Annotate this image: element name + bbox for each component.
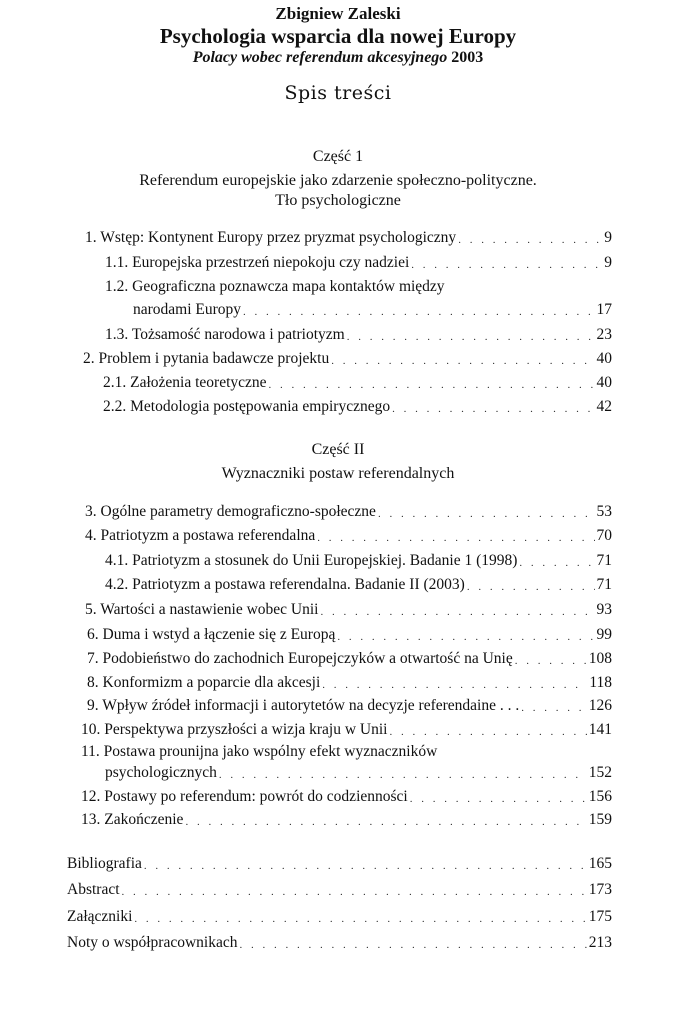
dot-leader xyxy=(239,937,586,953)
dot-leader xyxy=(347,329,595,345)
dot-leader xyxy=(144,858,587,874)
subtitle-text: Polacy wobec referendum akcesyjnego xyxy=(192,49,448,66)
entry-page: 118 xyxy=(589,674,612,691)
toc-entry-line[interactable]: 1.2. Geograficzna poznawcza mapa kontaktów między xyxy=(105,278,445,295)
toc-entry[interactable] xyxy=(83,349,612,369)
part2-label: Część II xyxy=(311,441,365,458)
entry-page: 17 xyxy=(596,301,612,318)
entry-text: 4.2. Patriotyzm a postawa referendalna. Badanie II (2003) xyxy=(105,576,465,593)
toc-entry[interactable] xyxy=(105,253,612,273)
toc-entry[interactable] xyxy=(87,673,612,693)
entry-text: 13. Zakończenie xyxy=(81,811,184,828)
dot-leader xyxy=(521,700,587,716)
dot-leader xyxy=(337,629,594,645)
entry-page: 9 xyxy=(604,229,612,246)
entry-text: 7. Podobieństwo do zachodnich Europejczyków a otwartość na Unię xyxy=(87,650,513,667)
entry-page: 141 xyxy=(588,721,612,738)
entry-page: 173 xyxy=(588,881,612,898)
dot-leader xyxy=(243,304,594,320)
entry-page: 165 xyxy=(588,855,612,872)
book-title: Psychologia wsparcia dla nowej Europy xyxy=(159,24,517,48)
entry-text: 1.3. Tożsamość narodowa i patriotyzm xyxy=(105,326,345,343)
dot-leader xyxy=(378,506,595,522)
toc-entry[interactable] xyxy=(85,526,612,546)
entry-page: 108 xyxy=(588,650,612,667)
entry-page: 156 xyxy=(588,788,612,805)
entry-text: 12. Postawy po referendum: powrót do codzienności xyxy=(81,788,408,805)
entry-page: 40 xyxy=(596,350,612,367)
entry-text: psychologicznych xyxy=(105,764,217,781)
entry-text: 3. Ogólne parametry demograficzno-społeczne xyxy=(85,503,376,520)
dot-leader xyxy=(185,814,586,830)
entry-text: Noty o współpracownikach xyxy=(67,934,238,951)
toc-entry[interactable] xyxy=(103,373,612,393)
toc-entry[interactable] xyxy=(105,575,612,595)
subtitle-year: 2003 xyxy=(451,49,484,66)
toc-entry[interactable] xyxy=(85,502,612,522)
entry-text: Załączniki xyxy=(67,908,133,925)
toc-entry[interactable] xyxy=(67,880,612,900)
entry-page: 213 xyxy=(588,934,612,951)
entry-text: narodami Europy xyxy=(133,301,242,318)
entry-page: 42 xyxy=(596,398,612,415)
entry-page: 126 xyxy=(588,697,612,714)
book-subtitle xyxy=(0,48,676,67)
entry-text: 1. Wstęp: Kontynent Europy przez pryzmat psychologiczny xyxy=(85,229,457,246)
toc-entry[interactable] xyxy=(87,625,612,645)
toc-entry[interactable] xyxy=(81,787,612,807)
toc-entry-line[interactable]: 11. Postawa prounijna jako wspólny efekt wyznaczników xyxy=(81,743,438,760)
toc-entry[interactable] xyxy=(85,228,612,248)
entry-page: 53 xyxy=(596,503,612,520)
toc-entry[interactable] xyxy=(81,810,612,830)
entry-text: 10. Perspektywa przyszłości a wizja kraju w Unii xyxy=(81,721,388,738)
book-header xyxy=(0,4,676,67)
dot-leader xyxy=(458,232,602,248)
entry-text: 4.1. Patriotyzm a stosunek do Unii Europejskiej. Badanie 1 (1998) xyxy=(105,552,518,569)
entry-text: Bibliografia xyxy=(67,855,142,872)
toc-entry[interactable] xyxy=(87,696,612,716)
toc-entry[interactable] xyxy=(87,649,612,669)
dot-leader xyxy=(269,377,595,393)
dot-leader xyxy=(122,884,587,900)
dot-leader xyxy=(519,555,594,571)
dot-leader xyxy=(411,257,602,273)
dot-leader xyxy=(467,579,595,595)
dot-leader xyxy=(331,353,594,369)
entry-page: 152 xyxy=(588,764,612,781)
dot-leader xyxy=(515,653,587,669)
entry-page: 23 xyxy=(596,326,612,343)
dot-leader xyxy=(134,911,586,927)
toc-entry[interactable] xyxy=(85,600,612,620)
entry-page: 175 xyxy=(588,908,612,925)
dot-leader xyxy=(392,401,594,417)
entry-page: 159 xyxy=(588,811,612,828)
entry-page: 71 xyxy=(596,576,612,593)
entry-text: 5. Wartości a nastawienie wobec Unii xyxy=(85,601,319,618)
entry-text: 8. Konformizm a poparcie dla akcesji xyxy=(87,674,321,691)
entry-text: Abstract xyxy=(67,881,120,898)
entry-text: 2.1. Założenia teoretyczne xyxy=(103,374,267,391)
entry-text: 4. Patriotyzm a postawa referendalna xyxy=(85,527,316,544)
toc-entry[interactable] xyxy=(105,325,612,345)
entry-text: 1.1. Europejska przestrzeń niepokoju czy nadziei xyxy=(105,254,410,271)
entry-page: 40 xyxy=(596,374,612,391)
dot-leader xyxy=(410,791,587,807)
toc-entry[interactable] xyxy=(81,720,612,740)
toc-title: Spis treści xyxy=(284,82,392,104)
part1-title-line2: Tło psychologiczne xyxy=(275,192,401,209)
entry-text: 2.2. Metodologia postępowania empirycznego xyxy=(103,398,391,415)
entry-text: 9. Wpływ źródeł informacji i autorytetów na decyzje referendaine . . . xyxy=(87,697,520,714)
dot-leader xyxy=(389,724,586,740)
toc-entry[interactable] xyxy=(105,551,612,571)
toc-entry[interactable] xyxy=(67,854,612,874)
entry-text: 6. Duma i wstyd a łączenie się z Europą xyxy=(87,626,336,643)
entry-page: 93 xyxy=(596,601,612,618)
toc-entry[interactable] xyxy=(103,397,612,417)
entry-page: 71 xyxy=(596,552,612,569)
dot-leader xyxy=(317,530,594,546)
toc-entry[interactable] xyxy=(133,300,612,320)
toc-entry[interactable] xyxy=(67,933,612,953)
dot-leader xyxy=(322,677,587,693)
entry-page: 70 xyxy=(596,527,612,544)
part2-title: Wyznaczniki postaw referendalnych xyxy=(221,465,455,482)
entry-page: 9 xyxy=(604,254,612,271)
part1-title-line1: Referendum europejskie jako zdarzenie społeczno-polityczne. xyxy=(139,172,537,189)
dot-leader xyxy=(219,767,587,783)
toc-entry[interactable] xyxy=(105,763,612,783)
dot-leader xyxy=(320,604,594,620)
entry-text: 2. Problem i pytania badawcze projektu xyxy=(83,350,330,367)
entry-page: 99 xyxy=(596,626,612,643)
author-name: Zbigniew Zaleski xyxy=(275,4,401,23)
part1-label: Część 1 xyxy=(312,148,364,165)
toc-entry[interactable] xyxy=(67,907,612,927)
